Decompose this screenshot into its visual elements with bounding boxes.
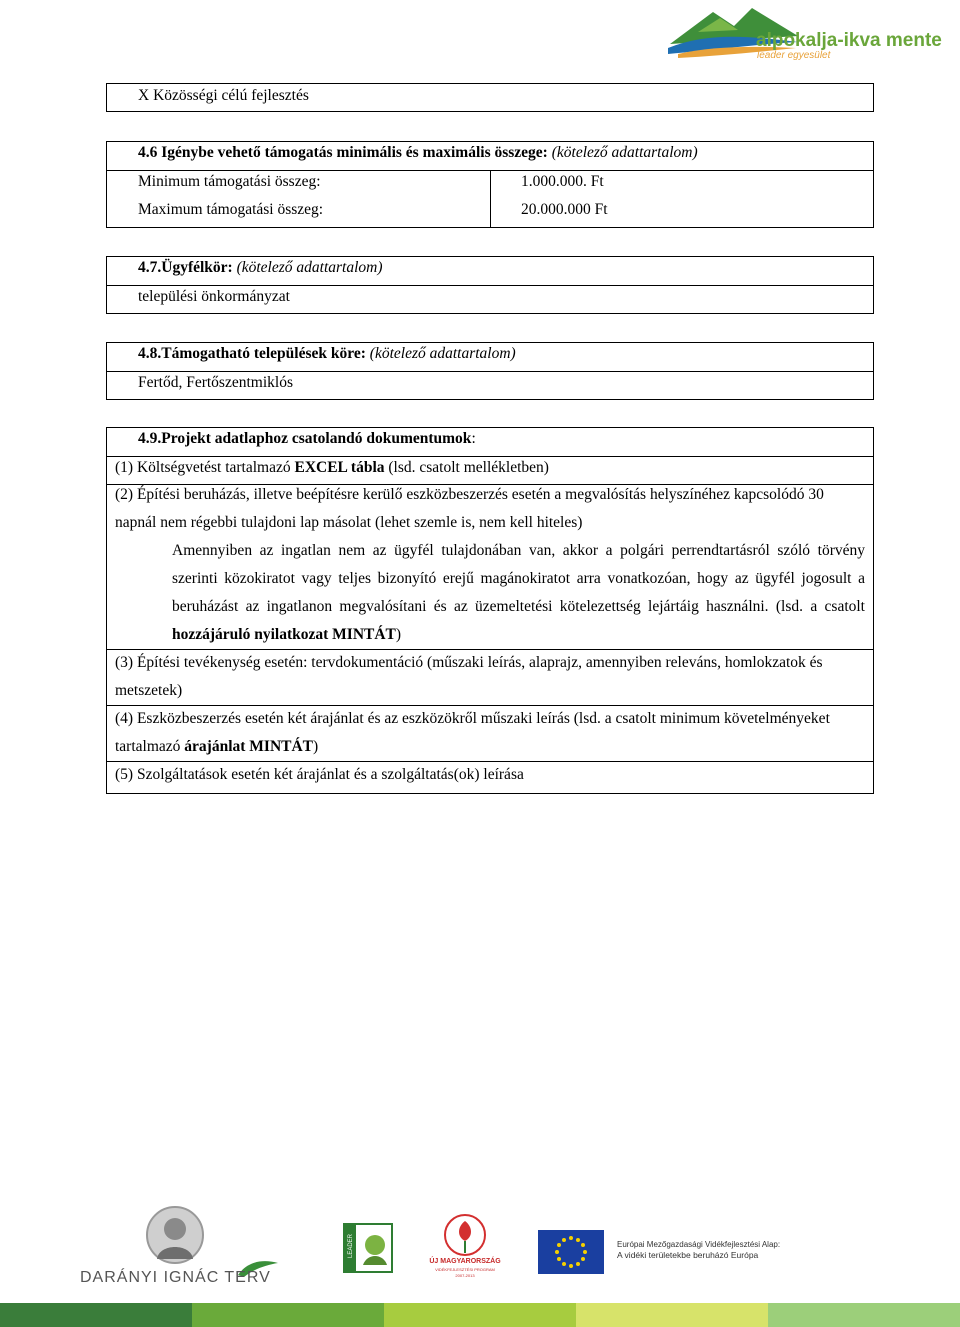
section-4-9-box: [106, 427, 874, 794]
eu-stars-icon: [538, 1230, 604, 1274]
uj-magyarorszag-years: 2007-2013: [455, 1273, 475, 1278]
max-amount-label: Maximum támogatási összeg:: [138, 201, 324, 218]
footer-bar-segment: [384, 1303, 576, 1327]
section-4-8-box: [106, 342, 874, 400]
section-4-8-title: 4.8.Támogatható települések köre: (kötelező adattartalom): [138, 345, 516, 362]
footer-bar-segment: [0, 1303, 192, 1327]
eu-fund-text-line1: Európai Mezőgazdasági Vidékfejlesztési Alap:: [617, 1240, 781, 1249]
logo-subtitle: leader egyesület: [757, 50, 831, 61]
min-amount-value: 1.000.000. Ft: [521, 173, 604, 190]
uj-magyarorszag-subtitle: VIDÉKFEJLESZTÉSI PROGRAM: [435, 1267, 495, 1272]
daranyi-text: DARÁNYI IGNÁC TERV: [80, 1269, 271, 1286]
development-type-text: X Közösségi célú fejlesztés: [138, 87, 309, 104]
min-amount-label: Minimum támogatási összeg:: [138, 173, 321, 190]
client-group-value: települési önkormányzat: [138, 288, 290, 305]
footer-bar-segment: [192, 1303, 384, 1327]
development-type-box: [106, 83, 874, 112]
document-item-4: (4) Eszközbeszerzés esetén két árajánlat és az eszközökről műszaki leírás (lsd. a csatolt minimum követelményeket tartalmazó árajánlat MINTÁT): [115, 710, 830, 755]
uj-magyarorszag-title: ÚJ MAGYARORSZÁG: [429, 1258, 501, 1265]
leader-logo: [343, 1223, 393, 1273]
eu-fund-text-line2: A vidéki területekbe beruházó Európa: [617, 1250, 759, 1260]
document-item-1: (1) Költségvetést tartalmazó EXCEL tábla (lsd. csatolt mellékletben): [115, 459, 549, 476]
daranyi-ignac-terv-logo: [78, 1205, 288, 1290]
leader-text: LEADER: [348, 1234, 354, 1259]
portrait-medallion-icon: [145, 1205, 205, 1265]
max-amount-value: 20.000.000 Ft: [521, 201, 608, 218]
document-item-2-note: Amennyiben az ingatlan nem az ügyfél tulajdonában van, akkor a polgári perrendtartásról szóló törvény szerinti közokiratot vagy teljes bizonyító erejű magánokiratot arra vonatkozóan, hogy az ügyfél jogosult a beruházást az ingatlanon megvalósítani és az üzemeltetési kötelezettség lejártáig használni. (lsd. a csatolt hozzájáruló nyilatkozat MINTÁT): [172, 542, 865, 643]
footer-bar-segment: [768, 1303, 960, 1327]
document-item-2: (2) Építési beruházás, illetve beépítésre kerülő eszközbeszerzés esetén a megvalósítás helyszínéhez kapcsolódó 30 napnál nem régebbi tulajdoni lap másolat (lehet szemle is, nem kell hiteles): [115, 486, 824, 531]
logo-title: alpokalja-ikva mente: [756, 30, 942, 51]
section-4-6-title: 4.6 Igénybe vehető támogatás minimális és maximális összege: (kötelező adattartalom): [138, 144, 698, 161]
alpokalja-ikva-mente-logo: [668, 2, 942, 64]
settlements-value: Fertőd, Fertőszentmiklós: [138, 374, 293, 391]
tulip-emblem-icon: [443, 1213, 487, 1257]
eu-flag: [538, 1230, 604, 1274]
section-4-9-title: 4.9.Projekt adatlaphoz csatolandó dokumentumok:: [138, 430, 476, 447]
section-4-6-box: [106, 141, 874, 228]
document-item-5: (5) Szolgáltatások esetén két árajánlat és a szolgáltatás(ok) leírása: [115, 766, 524, 783]
uj-magyarorszag-logo: [425, 1213, 505, 1285]
document-item-3: (3) Építési tevékenység esetén: tervdokumentáció (műszaki leírás, alaprajz, amennyiben releváns, homlokzatok és metszetek): [115, 654, 823, 699]
section-4-7-title: 4.7.Ügyfélkör: (kötelező adattartalom): [138, 259, 383, 276]
section-4-7-box: [106, 256, 874, 314]
footer-color-bar: [0, 1303, 960, 1327]
footer-bar-segment: [576, 1303, 768, 1327]
